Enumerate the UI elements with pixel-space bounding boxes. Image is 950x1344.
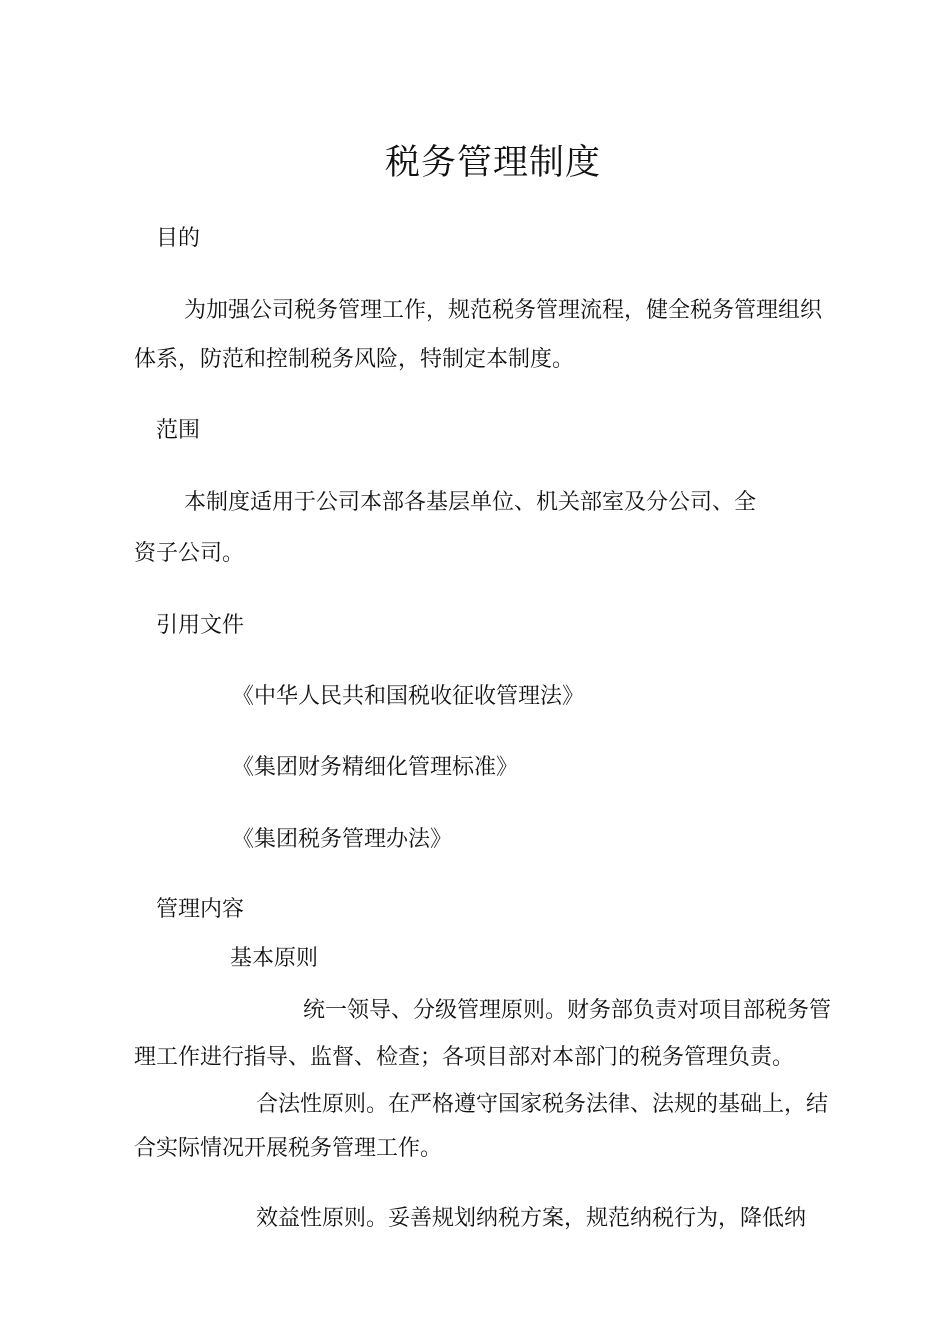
scope-text-line-2: 资子公司。 <box>134 541 245 566</box>
scope-text-line-1: 本制度适用于公司本部各基层单位、机关部室及分公司、全 <box>184 490 757 515</box>
principle-1-line-1: 统一领导、分级管理原则。财务部负责对项目部税务管 <box>303 998 832 1023</box>
section-heading-management: 管理内容 <box>156 897 245 922</box>
principle-3-line-1: 效益性原则。妥善规划纳税方案，规范纳税行为，降低纳 <box>256 1206 807 1231</box>
document-title: 税务管理制度 <box>385 143 602 183</box>
purpose-text-line-1: 为加强公司税务管理工作，规范税务管理流程，健全税务管理组织 <box>184 298 823 323</box>
reference-item: 《集团财务精细化管理标准》 <box>232 755 519 780</box>
reference-item: 《集团税务管理办法》 <box>232 827 453 852</box>
principle-2-line-1: 合法性原则。在严格遵守国家税务法律、法规的基础上，结 <box>256 1092 829 1117</box>
purpose-text-line-2: 体系，防范和控制税务风险，特制定本制度。 <box>134 347 575 372</box>
section-heading-scope: 范围 <box>156 418 201 443</box>
reference-item: 《中华人民共和国税收征收管理法》 <box>232 684 585 709</box>
principle-1-line-2: 理工作进行指导、监督、检查；各项目部对本部门的税务管理负责。 <box>134 1045 795 1070</box>
subheading-basic-principles: 基本原则 <box>230 946 319 971</box>
section-heading-purpose: 目的 <box>156 226 201 251</box>
principle-2-line-2: 合实际情况开展税务管理工作。 <box>134 1136 443 1161</box>
section-heading-references: 引用文件 <box>156 613 245 638</box>
